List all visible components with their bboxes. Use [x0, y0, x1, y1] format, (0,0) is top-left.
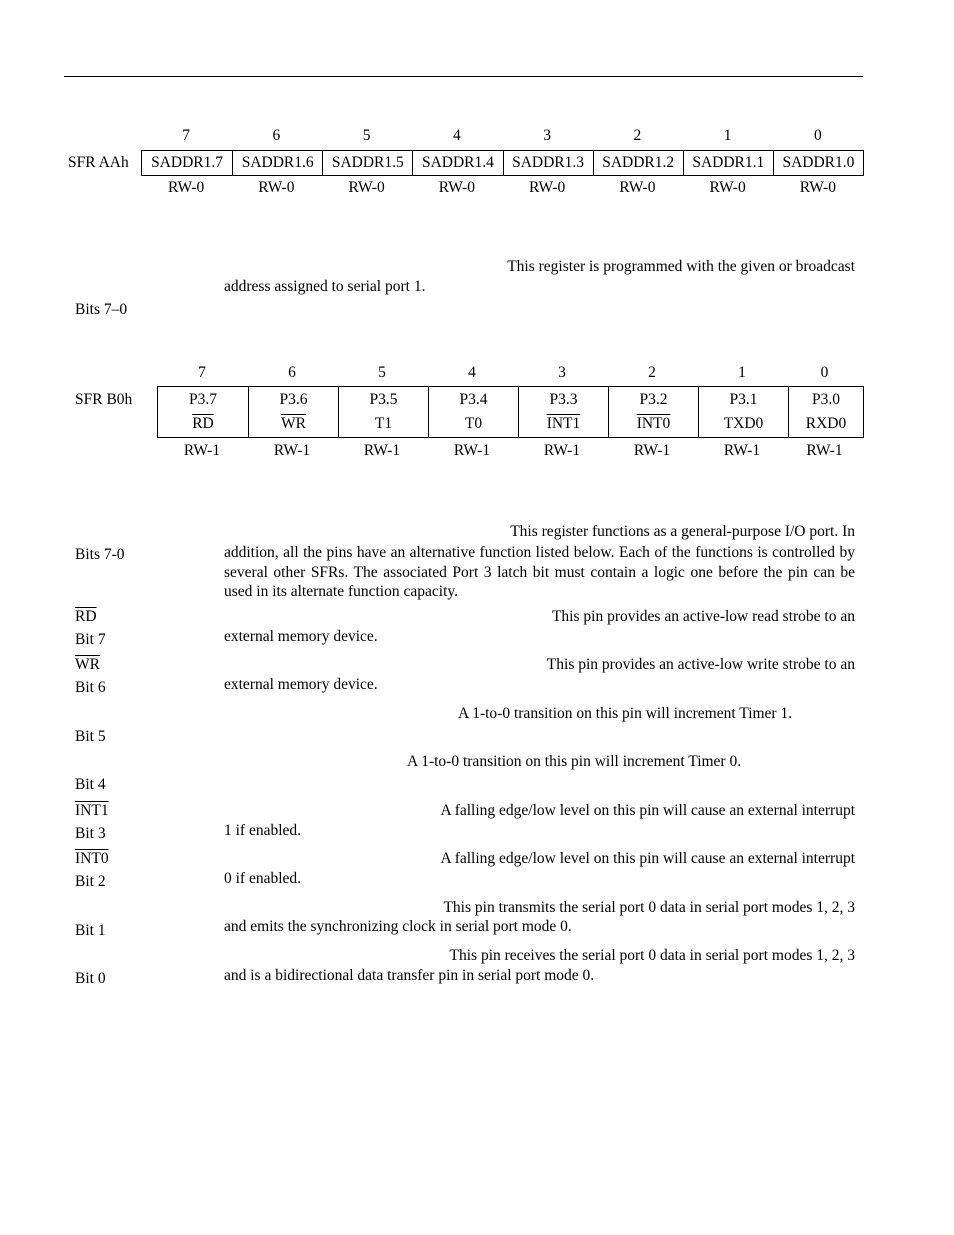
reg1-bits-label: Bits 7–0 — [75, 301, 128, 318]
reg2-bit-numbers — [157, 364, 862, 382]
reg1-description-line2: address assigned to serial port 1. — [224, 278, 426, 295]
bit-number: 7 — [182, 127, 190, 144]
bit-number: 2 — [633, 127, 642, 144]
bit-alt-function: T0 — [464, 415, 483, 432]
bit-number: 7 — [198, 364, 206, 381]
bit-number: 5 — [362, 127, 371, 144]
pin-bit-label: Bit 2 — [75, 873, 106, 890]
bit-alt-function: TXD0 — [723, 415, 764, 432]
pin-signal-rd: $\overline{RD}$ — [75, 608, 97, 625]
reg1-access-row — [141, 179, 863, 197]
reg1-bit-cell: SADDR1.6 — [232, 151, 322, 175]
reg2-bit-table — [157, 386, 864, 438]
reg2-bit-cell — [428, 387, 518, 437]
bit-alt-function: $\overline{RD}$ — [192, 415, 214, 432]
bit-alt-function: RXD0 — [805, 415, 847, 432]
access-value: RW-0 — [799, 179, 836, 196]
pin-description-line1: This pin provides an active-low write strobe to an — [546, 656, 855, 673]
bit-alt-function: INT0 — [636, 415, 671, 432]
bit-name: P3.7 — [189, 391, 217, 408]
bit-number: 1 — [723, 127, 732, 144]
reg1-bit-cell: SADDR1.3 — [503, 151, 593, 175]
access-value: RW-0 — [348, 179, 385, 196]
reg2-bit-cell — [158, 387, 248, 437]
access-value: RW-0 — [619, 179, 656, 196]
pin-description-line2: and emits the synchronizing clock in serial port mode 0. — [224, 918, 572, 935]
access-value: RW-0 — [258, 179, 295, 196]
reg2-bits-label: Bits 7-0 — [75, 546, 125, 563]
pin-signal-int1: INT1 — [75, 802, 109, 819]
reg1-description-line1: This register is programmed with the given or broadcast — [507, 258, 855, 275]
reg2-bit-cell — [698, 387, 788, 437]
pin-description-line1: A 1-to-0 transition on this pin will increment Timer 1. — [458, 705, 793, 722]
reg1-bit-cell: SADDR1.4 — [412, 151, 502, 175]
access-value: RW-1 — [723, 442, 761, 459]
reg1-bit-cell: SADDR1.1 — [683, 151, 773, 175]
access-value: RW-0 — [709, 179, 746, 196]
pin-bit-label: Bit 1 — [75, 922, 106, 939]
reg1-bit-table — [141, 150, 864, 176]
reg1-bit-cell: SADDR1.5 — [322, 151, 412, 175]
bit-name: P3.6 — [279, 391, 308, 408]
access-value: RW-0 — [438, 179, 475, 196]
access-value: RW-1 — [453, 442, 491, 459]
bit-number: 6 — [288, 364, 296, 381]
pin-signal-wr: $\overline{WR}$ — [75, 656, 100, 673]
bit-number: 0 — [820, 364, 829, 381]
pin-description-line2: external memory device. — [224, 676, 378, 693]
pin-bit-label: Bit 7 — [75, 631, 106, 648]
access-value: RW-1 — [543, 442, 581, 459]
access-value: RW-1 — [183, 442, 221, 459]
bit-alt-function: INT1 — [546, 415, 581, 432]
pin-description-line1: A 1-to-0 transition on this pin will increment Timer 0. — [407, 753, 742, 770]
pin-description-line2: and is a bidirectional data transfer pin in serial port mode 0. — [224, 967, 595, 984]
pin-bit-label: Bit 6 — [75, 679, 106, 696]
reg2-bit-cell — [248, 387, 338, 437]
access-value: RW-1 — [806, 442, 843, 459]
bit-number: 5 — [378, 364, 386, 381]
pin-description-line2: external memory device. — [224, 628, 378, 645]
pin-description-line1: A falling edge/low level on this pin will cause an external interrupt — [440, 802, 855, 819]
pin-bit-label: Bit 0 — [75, 970, 106, 987]
access-value: RW-1 — [363, 442, 401, 459]
bit-name: P3.3 — [549, 391, 578, 408]
reg1-bit-cell: SADDR1.0 — [773, 151, 863, 175]
bit-number: 4 — [453, 127, 461, 144]
pin-bit-label: Bit 5 — [75, 728, 106, 745]
bit-number: 3 — [543, 127, 551, 144]
pin-description-line2: 1 if enabled. — [224, 822, 302, 839]
reg2-description-body: addition, all the pins have an alternative function listed below. Each of the functions is controlled by several other SFRs. The associated Port 3 latch bit must contain a logic one before the pin can be used in its alternate function capacity. — [224, 544, 855, 601]
bit-name: P3.1 — [729, 391, 758, 408]
bit-number: 3 — [558, 364, 566, 381]
pin-bit-label: Bit 3 — [75, 825, 106, 842]
bit-name: P3.5 — [369, 391, 398, 408]
bit-number: 2 — [648, 364, 656, 381]
reg2-description-line1: This register functions as a general-purpose I/O port. In — [510, 523, 855, 540]
pin-description-line1: This pin receives the serial port 0 data in serial port modes 1, 2, 3 — [449, 947, 855, 964]
pin-signal-int0: INT0 — [75, 850, 109, 867]
reg2-bit-cell — [608, 387, 698, 437]
reg1-label: SFR AAh — [68, 154, 129, 171]
bit-number: 1 — [738, 364, 746, 381]
reg1-bit-cell: SADDR1.2 — [593, 151, 683, 175]
pin-description-line2: 0 if enabled. — [224, 870, 302, 887]
bit-name: P3.2 — [639, 391, 668, 408]
pin-description-line1: This pin transmits the serial port 0 data in serial port modes 1, 2, 3 — [443, 899, 855, 916]
bit-number: 4 — [468, 364, 476, 381]
reg2-bit-cell — [338, 387, 428, 437]
bit-alt-function: $\overline{WR}$ — [281, 415, 306, 432]
reg2-bit-cell — [788, 387, 863, 437]
reg1-bit-cell: SADDR1.7 — [151, 154, 224, 171]
reg2-access-row — [157, 442, 862, 460]
access-value: RW-0 — [168, 179, 205, 196]
access-value: RW-1 — [273, 442, 311, 459]
bit-number: 6 — [272, 127, 281, 144]
reg2-label: SFR B0h — [75, 391, 133, 408]
bit-name: P3.0 — [812, 391, 840, 408]
pin-description-line1: A falling edge/low level on this pin will cause an external interrupt — [440, 850, 855, 867]
bit-name: P3.4 — [459, 391, 488, 408]
bit-number: 0 — [814, 127, 822, 144]
access-value: RW-1 — [633, 442, 671, 459]
reg2-bit-cell — [518, 387, 608, 437]
access-value: RW-0 — [529, 179, 566, 196]
header-rule — [64, 76, 863, 77]
bit-alt-function: T1 — [374, 415, 393, 432]
pin-description-line1: This pin provides an active-low read strobe to an — [551, 608, 855, 625]
pin-bit-label: Bit 4 — [75, 776, 106, 793]
reg1-bit-numbers — [141, 127, 863, 145]
